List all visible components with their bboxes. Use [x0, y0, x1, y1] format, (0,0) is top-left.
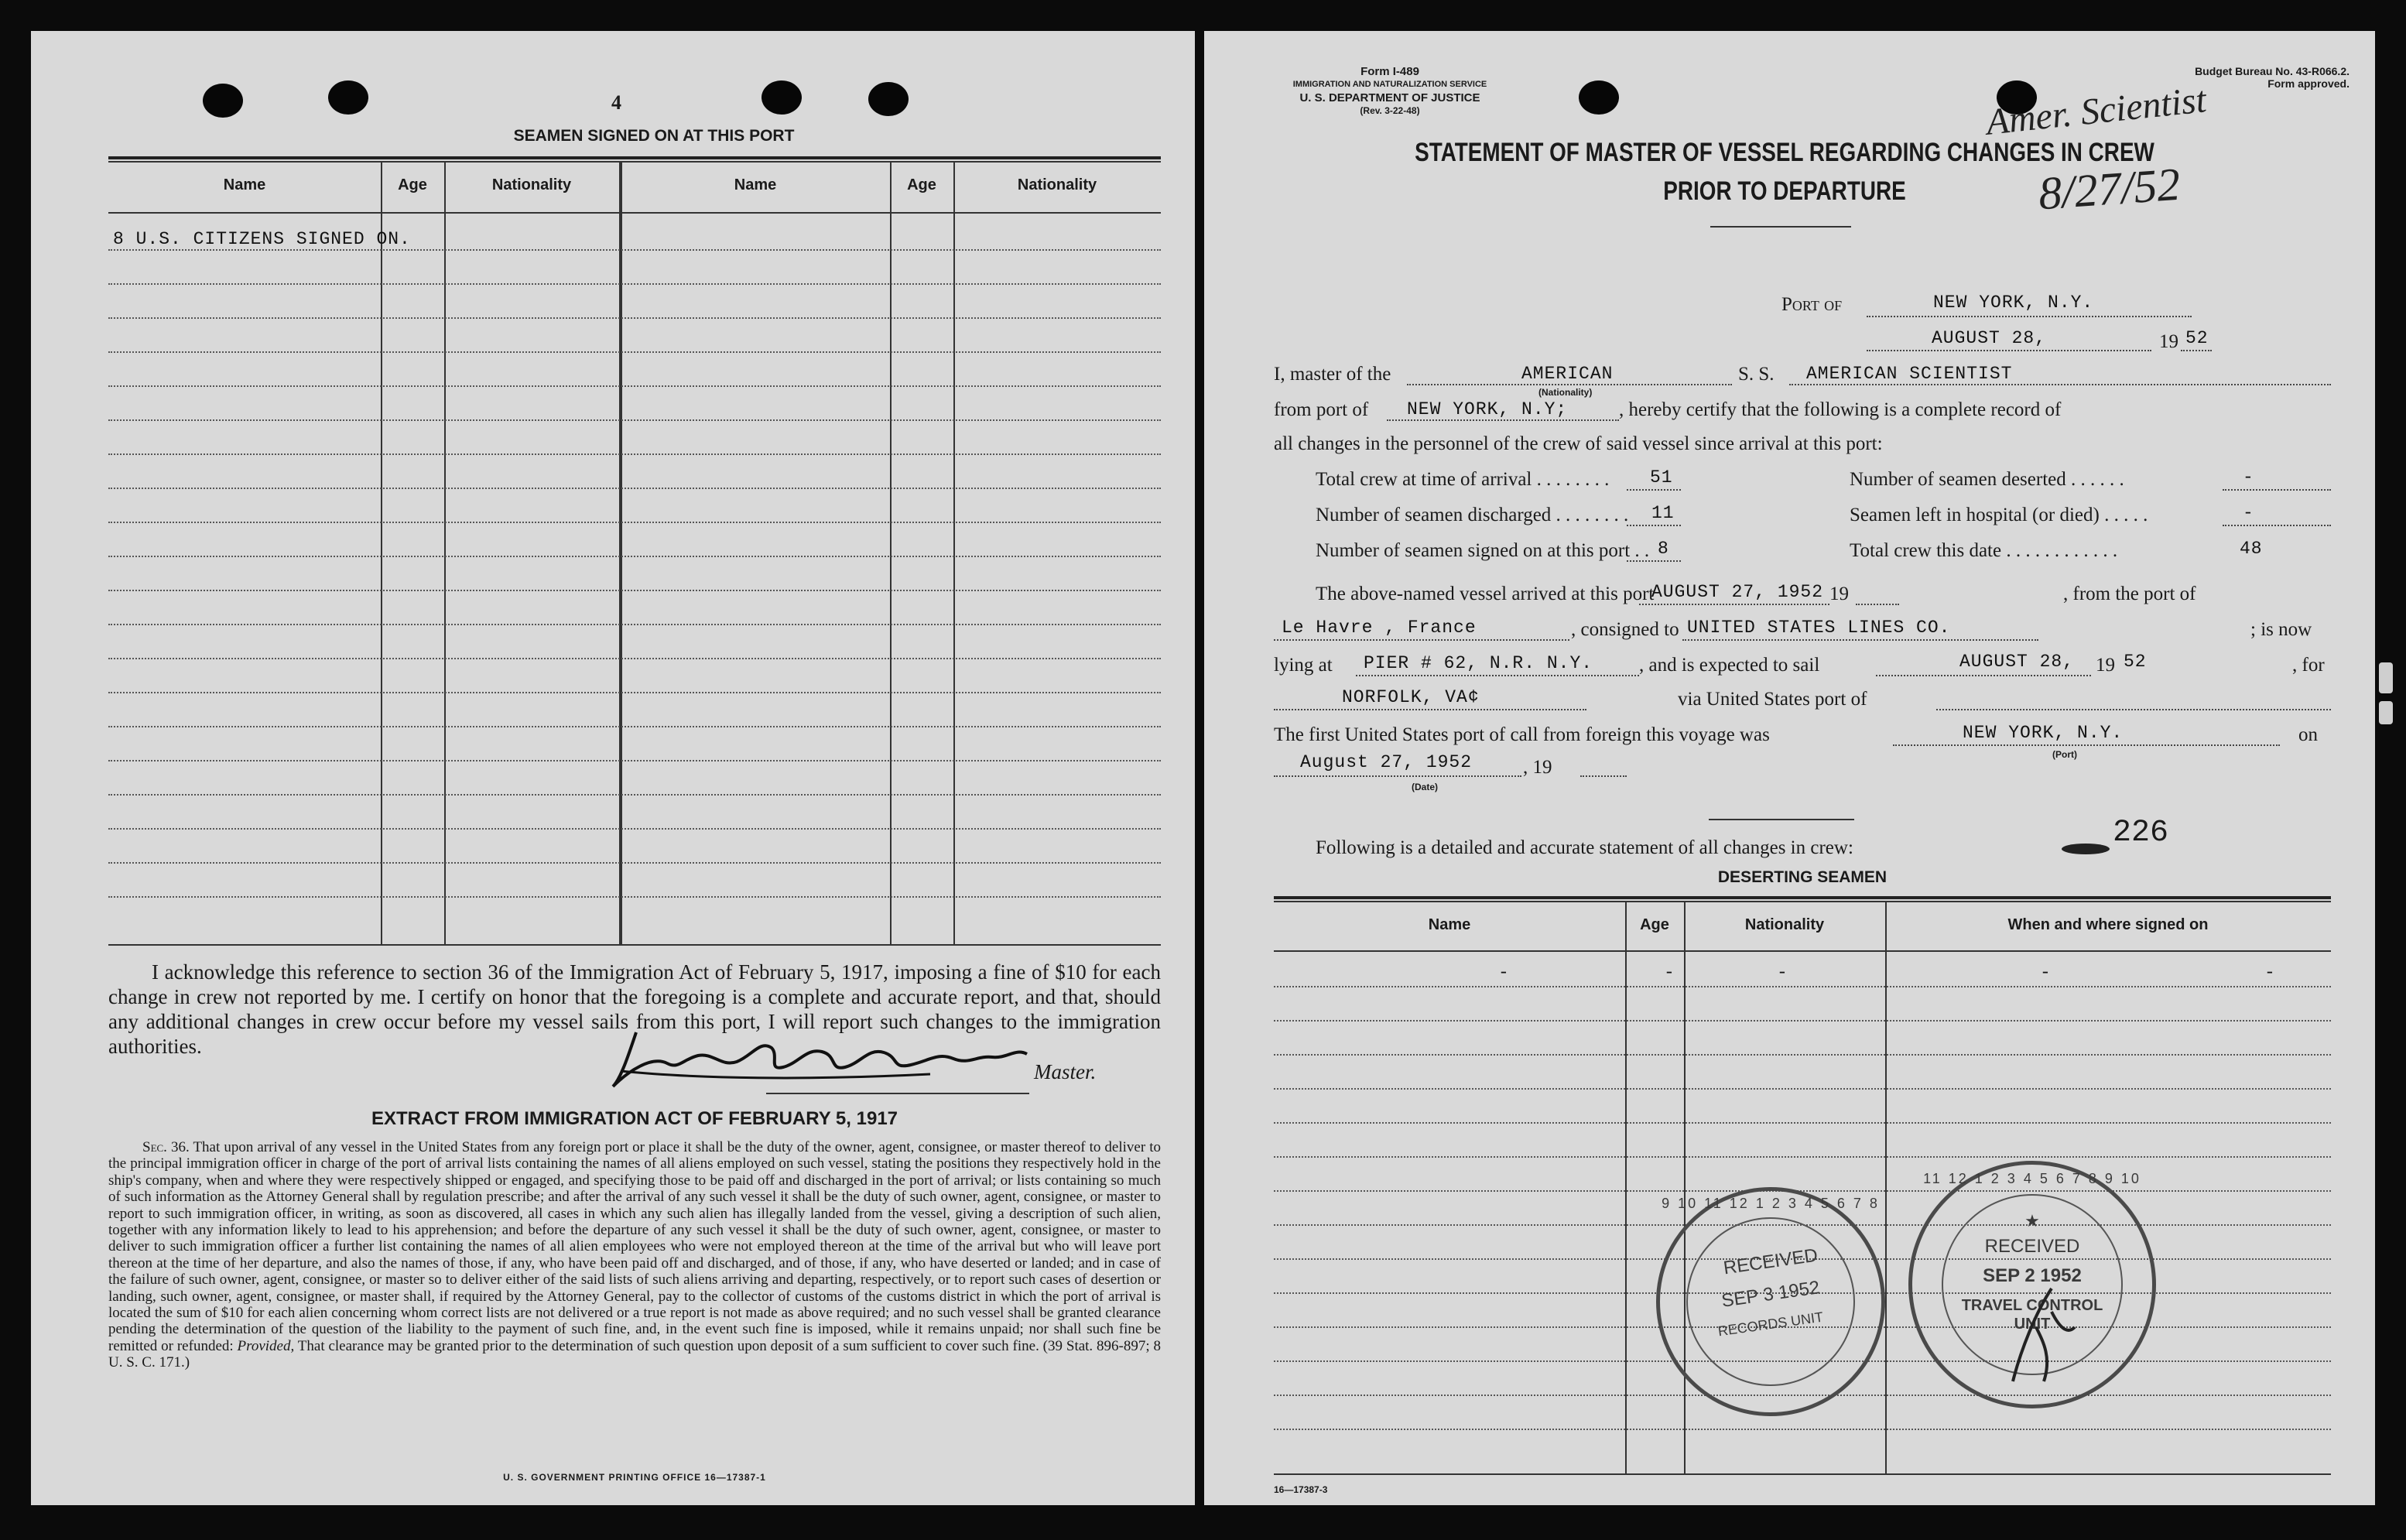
clip-mark [2379, 701, 2393, 724]
title-underline [1710, 226, 1851, 228]
master-label: Master. [1034, 1060, 1097, 1083]
table-row [108, 658, 1161, 659]
vessel-name: AMERICAN SCIENTIST [1806, 364, 2013, 384]
agency-line-1: IMMIGRATION AND NATURALIZATION SERVICE [1292, 80, 1487, 89]
handwritten-number: 226 [2113, 816, 2169, 850]
column-divider [619, 161, 622, 944]
column-divider [444, 161, 446, 944]
year-fill-line [2181, 350, 2212, 351]
port-label: Port of [1781, 294, 1843, 315]
port-value: NEW YORK, N.Y. [1933, 293, 2094, 313]
discharged-label: Number of seamen discharged . . . . . . . . [1316, 505, 1629, 525]
extract-title: EXTRACT FROM IMMIGRATION ACT OF FEBRUARY 5, 1917 [371, 1108, 898, 1129]
table-row [108, 692, 1161, 693]
ink-mark [2062, 844, 2110, 854]
date-year-prefix: , 19 [1523, 757, 1552, 778]
title-line-1: STATEMENT OF MASTER OF VESSEL REGARDING CHANGES IN CREW [1415, 138, 2154, 167]
column-divider [953, 161, 955, 944]
table-row [108, 522, 1161, 523]
certify-text-2: all changes in the personnel of the crew of said vessel since arrival at this port: [1274, 433, 1883, 454]
consignee-value: UNITED STATES LINES CO. [1687, 618, 1951, 638]
first-port-value: NEW YORK, N.Y. [1963, 723, 2124, 743]
arrived-fill-line [1639, 604, 1829, 605]
deserting-row-name: - [1498, 963, 1510, 983]
from-port-of-label: , from the port of [2063, 583, 2196, 604]
handwritten-note-vessel: Amer. Scientist [1984, 79, 2209, 143]
form-number: Form I-489 [1360, 65, 1419, 78]
deserting-row-nationality: - [1777, 963, 1788, 983]
extract-body: That upon arrival of any vessel in the United States from any foreign port or place it shall be the duty of the owner, agent, consignee, or master thereof to deliver to the principal immigration officer in charge of the port of arrival lists containing the names of all aliens employed on such vessel, stating the positions they respectively hold in the ship's company, when and where they were respectively shipped or engaged, and specifying those to be paid off and discharged in the port of arrival; or lists containing so much of such information as the Attorney General shall by regulation prescribe; and after the arrival of any such vessel it shall be the duty of such owner, agent, consignee, or master to report to such immigration officer, in writing, as soon as discovered, all cases in which any such alien has illegally landed from the vessel, giving a description of such alien, together with any information likely to lead to his apprehension; and before the departure of any such vessel it shall be the duty of such owner, agent, consignee, or master to deliver to such immigration officer a further list containing the names of all alien employees who were not employed thereon at the time of the arrival but who will leave port thereon at the time of her departure, and also the names of those, if any, who have been paid off and discharged, and of those, if any, who have deserted or landed; and in case of the failure of such owner, agent, consignee, or master so to deliver either of the said lists of such aliens arriving and departing, respectively, or to report such cases of desertion or landing, such owner, agent, consignee, or master shall, if required by the Attorney General, pay to the collector of customs of the customs district in which the port of arrival is located the sum of $10 for each alien concerning whom correct lists are not delivered or a true report is not made as above required; and no such vessel shall be granted clearance pending the determination of the question of the liability to the payment of such fine, and, in the event such fine is imposed, while it remains unpaid; nor shall such fine be remitted or refunded: [108, 1139, 1161, 1354]
table-row [108, 317, 1161, 319]
total-crew-date-text: Total crew this date [1850, 540, 2002, 561]
nationality-caption: (Nationality) [1538, 387, 1593, 398]
form-approved: Form approved. [2267, 77, 2350, 90]
deserting-row-where: - [2264, 963, 2276, 983]
punch-hole [868, 82, 909, 116]
deserting-header-signed-on: When and where signed on [2007, 916, 2209, 933]
sail-date-value: AUGUST 28, [1959, 652, 2075, 672]
deserted-value: - [2243, 467, 2254, 488]
table-row [1274, 1088, 2331, 1090]
table-row [1274, 1122, 2331, 1124]
hospital-value: - [2243, 503, 2254, 523]
table-row [108, 896, 1161, 898]
table-top-rule [108, 156, 1161, 159]
table-row [108, 590, 1161, 591]
stamp-star-icon: ★ [2024, 1211, 2040, 1230]
divider [1709, 819, 1854, 820]
deserting-title: DESERTING SEAMEN [1717, 868, 1887, 886]
port-caption: (Port) [2052, 749, 2077, 760]
origin-fill-line [1274, 639, 1569, 641]
table-row [108, 624, 1161, 625]
header-age: Age [398, 176, 427, 193]
title-line-2: PRIOR TO DEPARTURE [1663, 176, 1906, 206]
table-row [108, 488, 1161, 489]
stamp-unit: TRAVEL CONTROL UNIT [1961, 1297, 2103, 1333]
table-row [108, 453, 1161, 455]
stat-fill-line [2223, 489, 2331, 491]
arrived-year-prefix: 19 [1829, 583, 1849, 604]
column-divider [381, 161, 382, 944]
stat-fill-line [2223, 525, 2331, 526]
first-port-date-value: August 27, 1952 [1300, 752, 1473, 772]
from-port-label: from port of [1274, 399, 1369, 420]
section-title: SEAMEN SIGNED ON AT THIS PORT [513, 127, 795, 145]
from-port-value: NEW YORK, N.Y; [1407, 399, 1568, 419]
extract-text [108, 1139, 1161, 1371]
table-header-rule [108, 212, 1161, 214]
deserting-header-age: Age [1640, 916, 1669, 933]
hospital-label: Seamen left in hospital (or died) . . . . . [1850, 505, 2148, 525]
deserting-table-top-rule [1274, 896, 2331, 899]
signed-on-label: Number of seamen signed on at this port . . [1316, 540, 1650, 561]
deserting-row-age: - [1664, 963, 1675, 983]
consignee-fill-line [1682, 639, 2038, 641]
table-row [108, 556, 1161, 557]
stamp-ring-numbers: 9 10 11 12 1 2 3 4 5 6 7 8 [1662, 1196, 1880, 1211]
stamp-ring-numbers: 11 12 1 2 3 4 5 6 7 8 9 10 [1923, 1171, 2141, 1186]
clip-mark [2379, 662, 2393, 693]
agency-line-2: U. S. DEPARTMENT OF JUSTICE [1299, 91, 1480, 104]
header-name: Name [734, 176, 777, 193]
budget-bureau-block [2071, 65, 2350, 90]
table-row [1274, 986, 2331, 987]
is-now-label: ; is now [2250, 619, 2312, 640]
table-row [1274, 1156, 2331, 1158]
signed-on-value: 8 [1658, 539, 1669, 559]
port-fill-line [1867, 316, 2192, 317]
ss-label: S. S. [1738, 364, 1775, 385]
following-label: Following is a detailed and accurate statement of all changes in crew: [1316, 837, 1853, 858]
header-age: Age [907, 176, 936, 193]
punch-hole [328, 80, 368, 115]
right-page [1204, 31, 2375, 1505]
discharged-value: 11 [1651, 503, 1675, 523]
table-top-rule [108, 161, 1161, 163]
nationality-fill-line [1407, 384, 1732, 385]
signature-line [766, 1093, 1029, 1094]
total-crew-date-value: 48 [2240, 539, 2263, 559]
table-row [108, 726, 1161, 727]
deserting-table-bottom-rule [1274, 1473, 2331, 1475]
punch-hole [762, 80, 802, 115]
stat-fill-line [1627, 489, 1681, 491]
via-label: via United States port of [1678, 689, 1867, 710]
on-label: on [2298, 724, 2318, 745]
for-label: , for [2292, 655, 2325, 676]
stat-fill-line [1627, 560, 1681, 562]
date-value: AUGUST 28, [1932, 328, 2047, 348]
vessel-fill-line [1789, 384, 2331, 385]
header-name: Name [223, 176, 266, 193]
pier-value: PIER # 62, N.R. N.Y. [1364, 653, 1593, 673]
sail-year-value: 52 [2124, 652, 2147, 672]
total-crew-arrival-value: 51 [1650, 467, 1673, 488]
arrived-value: AUGUST 27, 1952 [1651, 582, 1824, 602]
extract-tail: That clearance may be granted prior to the determination of such question upon deposit of a sum sufficient to cover such fine. (39 Stat. 896-897; 8 U. S. C. 171.) [108, 1337, 1162, 1371]
travel-control-stamp [1908, 1161, 2156, 1408]
arrived-year-fill-line [1856, 604, 1899, 605]
deserting-row-when: - [2040, 963, 2052, 983]
first-port-fill-line [1893, 744, 2280, 746]
table-row [108, 283, 1161, 285]
typed-entry: 8 U.S. CITIZENS SIGNED ON. [113, 229, 411, 249]
form-footer: 16—17387-3 [1274, 1484, 1328, 1495]
table-row [108, 828, 1161, 830]
origin-port-value: Le Havre , France [1282, 618, 1477, 638]
date-fill-line [1867, 350, 2151, 351]
first-port-label: The first United States port of call from foreign this voyage was [1274, 724, 1770, 745]
extract-label: Sec. 36. [142, 1139, 190, 1155]
stamp-date: SEP 3 1952 [1720, 1277, 1822, 1312]
table-row [108, 794, 1161, 796]
stamp-date: SEP 2 1952 [1983, 1265, 2082, 1286]
revision: (Rev. 3-22-48) [1360, 105, 1420, 116]
table-row [1274, 1054, 2331, 1056]
stamp-received: RECEIVED [1722, 1244, 1819, 1279]
deserting-header-nationality: Nationality [1744, 916, 1825, 933]
handwritten-note-date: 8/27/52 [2036, 158, 2182, 220]
punch-hole [1579, 80, 1619, 115]
certify-text: , hereby certify that the following is a complete record of [1619, 399, 2062, 420]
table-row [1274, 1020, 2331, 1022]
table-row [108, 862, 1161, 864]
nationality-value: AMERICAN [1521, 364, 1614, 384]
table-row [108, 249, 1161, 251]
punch-hole [203, 84, 243, 118]
signed-on-text: Number of seamen signed on at this port [1316, 540, 1631, 561]
deserted-text: Number of seamen deserted [1850, 469, 2066, 490]
arrived-label: The above-named vessel arrived at this port [1316, 583, 1655, 604]
page-number: 4 [611, 91, 621, 114]
first-date-fill-line [1274, 775, 1521, 777]
deserting-header-name: Name [1428, 916, 1471, 933]
stat-fill-line [1627, 525, 1681, 526]
budget-bureau: Budget Bureau No. 43-R066.2. [2195, 65, 2350, 77]
deserting-header-rule [1274, 950, 2331, 952]
table-bottom-rule [108, 944, 1161, 946]
total-crew-arrival-label: Total crew at time of arrival . . . . . . . . [1316, 469, 1610, 490]
master-signature [605, 1025, 1054, 1094]
header-nationality: Nationality [1017, 176, 1097, 193]
year-value: 52 [2185, 328, 2209, 348]
date-caption: (Date) [1412, 782, 1439, 792]
lying-at-label: lying at [1274, 655, 1333, 676]
printing-office-footer: U. S. GOVERNMENT PRINTING OFFICE 16—17387-1 [503, 1472, 766, 1483]
form-header [1243, 65, 1537, 118]
form-title [1347, 133, 2223, 210]
stamp-initials [1997, 1281, 2090, 1389]
header-nationality: Nationality [491, 176, 572, 193]
discharged-text: Number of seamen discharged [1316, 505, 1552, 525]
expected-sail-label: , and is expected to sail [1639, 655, 1820, 676]
column-divider [890, 161, 892, 944]
table-row [108, 760, 1161, 761]
sail-date-fill-line [1876, 675, 2091, 676]
table-row [108, 419, 1161, 421]
total-crew-arrival-text: Total crew at time of arrival [1316, 469, 1532, 490]
table-row [1274, 1429, 2331, 1430]
extract-provided: Provided, [237, 1337, 295, 1354]
stamp-received: RECEIVED [1984, 1236, 2080, 1257]
acknowledgment-text: I acknowledge this reference to section 36 of the Immigration Act of February 5, 1917, imposing a fine of $10 for each change in crew not reported by me. I certify on honor that the foregoing is a complete and accurate report, and that, should any additional changes in crew occur before my vessel sails from this port, I will report such changes to the immigration authorities. [108, 960, 1161, 1058]
deserting-table-top-rule [1274, 901, 2331, 902]
hospital-text: Seamen left in hospital (or died) [1850, 505, 2100, 525]
records-unit-stamp [1656, 1187, 1885, 1416]
destination-fill-line [1274, 709, 1586, 710]
via-fill-line [1936, 709, 2331, 710]
consigned-label: , consigned to [1571, 619, 1679, 640]
master-label: I, master of the [1274, 364, 1391, 385]
pier-fill-line [1356, 675, 1639, 676]
table-row [108, 385, 1161, 387]
deserted-label: Number of seamen deserted . . . . . . [1850, 469, 2124, 490]
left-page [31, 31, 1195, 1505]
from-port-fill-line [1387, 419, 1619, 421]
date-year-fill-line [1580, 775, 1627, 777]
year-prefix: 19 [2159, 331, 2178, 352]
total-crew-date-label: Total crew this date . . . . . . . . . . . . [1850, 540, 2118, 561]
table-row [108, 351, 1161, 353]
destination-value: NORFOLK, VA¢ [1342, 687, 1480, 707]
stamp-unit: RECORDS UNIT [1716, 1309, 1825, 1340]
sail-year-prefix: 19 [2096, 655, 2115, 676]
